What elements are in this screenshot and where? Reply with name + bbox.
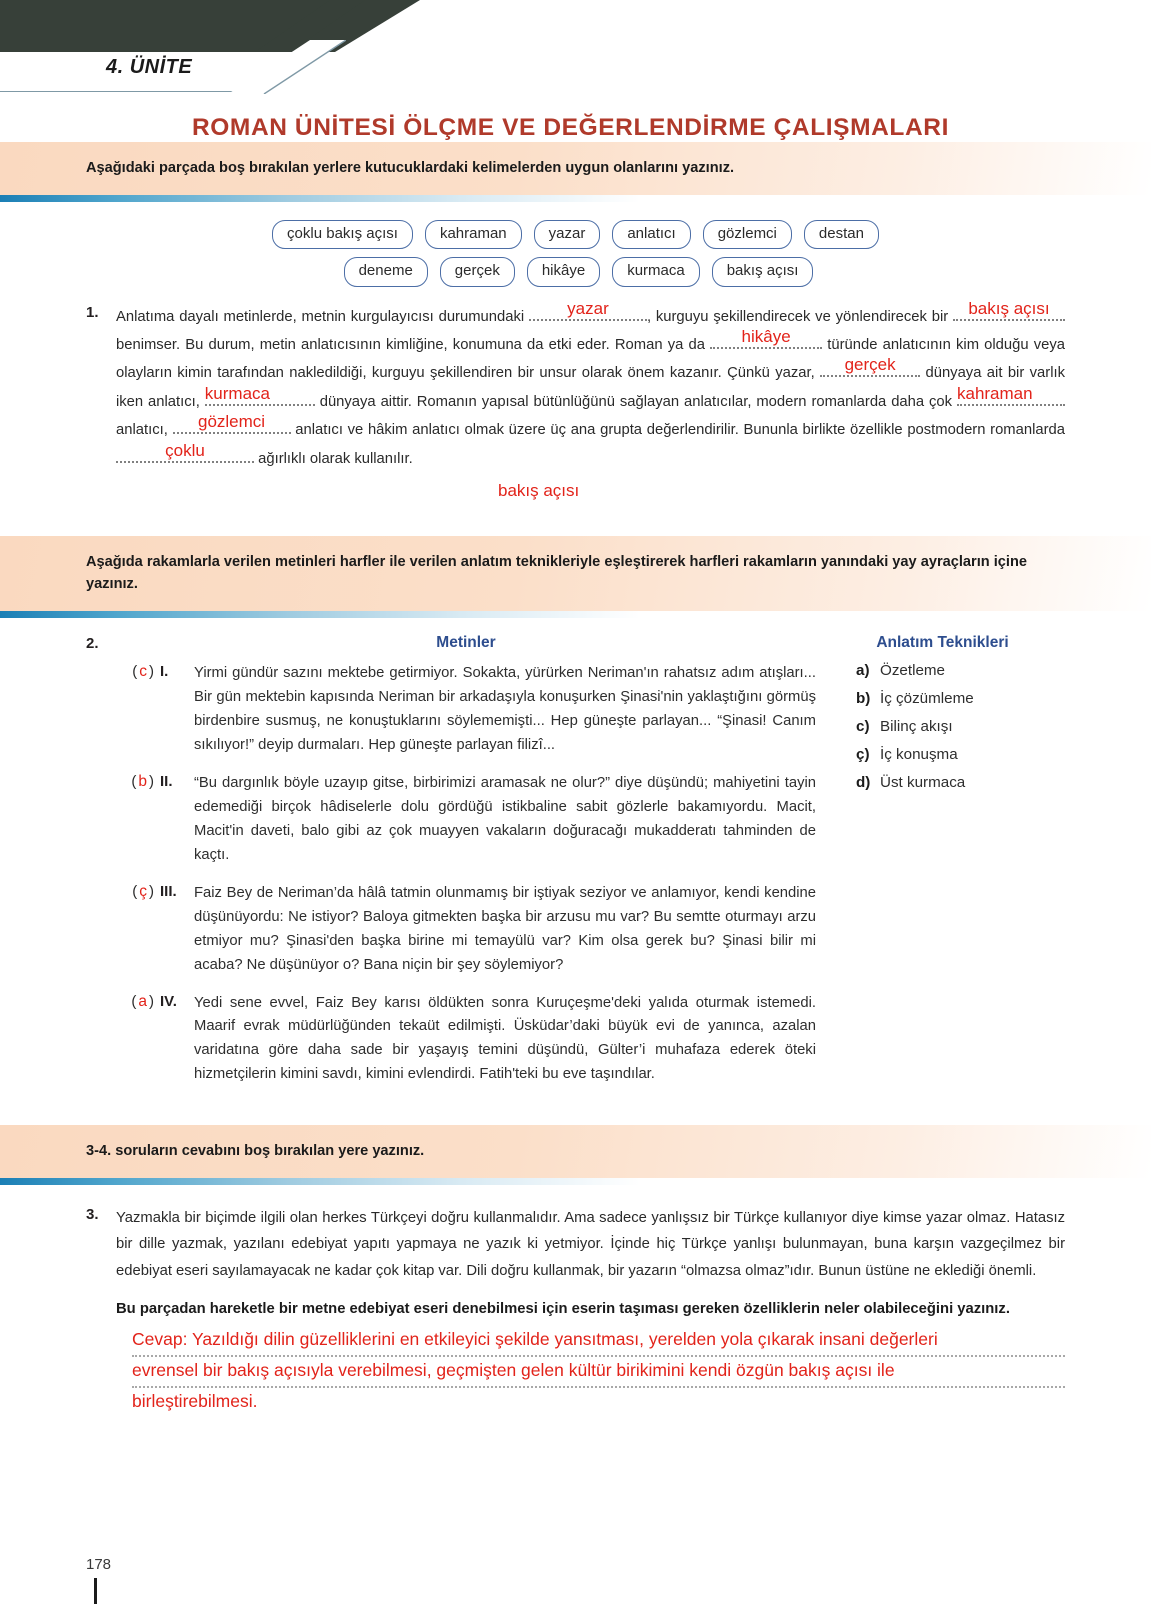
word-chip[interactable]: deneme	[344, 257, 428, 287]
footer-bar	[94, 1578, 97, 1604]
page-footer	[86, 1556, 111, 1604]
q1-text-segment: anlatıcı ve hâkim anlatıcı olmak üzere üç ana grupta değerlendirilir. Bununla birlikte özellikle postmodern romanlarda	[295, 422, 1065, 439]
word-chip[interactable]: kurmaca	[612, 257, 700, 287]
passage-text: Yirmi gündür sazını mektebe getirmiyor. Sokakta, yürürken Neriman'ın rahatsız adım atışları... Bir gün mektebin kapısında Neriman bir arkadaşıyla konuşurken Şinasi'nin yaklaştığını görmüş birdenbire susmuş, ne konuştuklarını söylememişti... Hep güneşte parlayan... “Şinasi! Canım sıkılıyor!” deyip durmaları. Hep güneşte parlayan filizî...	[194, 664, 816, 753]
q1-answer-5: kurmaca	[204, 383, 270, 403]
technique-item[interactable]	[838, 690, 1065, 707]
passage-text: Faiz Bey de Neriman’da hâlâ tatmin olunmamış bir iştiyak seziyor ve anlamıyor, kendi kendine düşünüyordu: Ne istiyor? Baloya gitmekten başka bir arzusu mu var? Bu semtte oturmayı arzu etmiyor mu? Şinasi'den başka birine mi temayülü var? Kim olsa gerek bu? Şinasi bilir mi acaba? Ne düşünüyor o? Bana niçin bir şey söylemiyor?	[194, 884, 816, 973]
question-2	[0, 634, 1151, 1102]
question-3-number: 3.	[86, 1206, 99, 1223]
question-3-answer[interactable]	[116, 1326, 1065, 1416]
texts-column	[116, 634, 816, 1102]
technique-label: İç konuşma	[880, 745, 958, 763]
word-bank-row-1	[0, 220, 1151, 250]
page-number: 178	[86, 1556, 112, 1573]
q1-text-segment: ağırlıklı olarak kullanılır.	[258, 450, 413, 467]
word-chip[interactable]: anlatıcı	[612, 220, 690, 250]
word-chip[interactable]: gerçek	[440, 257, 515, 287]
word-chip[interactable]: yazar	[534, 220, 601, 250]
passage-text: “Bu dargınlık böyle uzayıp gitse, birbirimizi aramasak ne olur?” diye düşündü; mahiyetini tayin edemediği birçok hâdiselerle dolu gördüğü istikbaline sabit gözlerle bakamıyordu. Macit, Macit'in daveti, balo gibi az çok muayyen vakaların doğuracağı mukadderatı tahminden de kaçtı.	[194, 774, 816, 863]
match-answer-letter: ç	[139, 882, 147, 900]
word-bank-row-2	[0, 257, 1151, 287]
technique-item[interactable]	[838, 774, 1065, 791]
techniques-column-header: Anlatım Teknikleri	[876, 633, 1009, 651]
match-row	[116, 662, 816, 758]
question-1-paragraph	[116, 298, 1066, 508]
match-answer-letter: c	[139, 662, 147, 680]
technique-label: Bilinç akışı	[880, 717, 953, 735]
roman-numeral: III.	[160, 882, 177, 900]
match-row	[116, 992, 816, 1088]
instruction-banner-3: 3-4. soruların cevabını boş bırakılan yere yazınız.	[0, 1125, 1151, 1178]
page-title: ROMAN ÜNİTESİ ÖLÇME VE DEĞERLENDİRME ÇALIŞMALARI	[191, 114, 949, 141]
answer-parenthesis[interactable]: ( c )	[132, 662, 154, 680]
answer-parenthesis[interactable]: ( ç )	[132, 882, 154, 900]
word-chip[interactable]: bakış açısı	[712, 257, 814, 287]
q1-text-segment: türünde anlatıcının kim olduğu veya olayların kimin tarafından nakledildiği, kurguyu şekillendiren bir unsur olarak önem kazanır. Çünkü yazar,	[116, 337, 1066, 382]
q1-blank-7[interactable]	[173, 412, 291, 434]
technique-item[interactable]	[838, 746, 1065, 763]
technique-label: Üst kurmaca	[880, 773, 966, 791]
technique-item[interactable]	[838, 718, 1065, 735]
q1-text-segment: dünyaya aittir. Romanın yapısal bütünlüğünü sağlayan anlatıcılar, modern romanlarda daha çok	[319, 393, 953, 410]
q1-text-segment: , kurguyu şekillendirecek ve yönlendirecek bir	[646, 308, 949, 325]
word-chip[interactable]: destan	[804, 220, 879, 250]
technique-letter: d)	[856, 773, 871, 791]
match-row	[116, 882, 816, 978]
word-chip[interactable]: çoklu bakış açısı	[272, 220, 413, 250]
question-3-passage: Yazmakla bir biçimde ilgili olan herkes Türkçeyi doğru kullanmalıdır. Ama sadece yanlışsız bir Türkçe kullanıyor diye kimse yazar olmaz. Hatasız bir dille yazmak, yazılanı edebiyat yapıtı yapmaya ne yazık ki yetmiyor. İçinde hiç Türkçe yanlışı bulunmayan, buna karşın vazgeçilmez bir edebiyat eseri sayılamayacak ne kadar çok kitap var. Dili doğru kullanmak, bir yazarın “olmazsa olmaz”ıdır. Bunun üstüne ne eklediği önemli.	[116, 1210, 1065, 1279]
q1-blank-1[interactable]	[529, 298, 647, 321]
technique-label: Özetleme	[880, 661, 945, 679]
technique-letter: a)	[856, 661, 870, 679]
technique-item[interactable]	[838, 662, 1065, 679]
match-answer-letter: b	[138, 772, 147, 790]
page-header	[0, 0, 1151, 98]
q1-answer-4: gerçek	[844, 355, 896, 375]
q1-blank-4[interactable]	[820, 355, 920, 377]
roman-numeral: IV.	[160, 992, 177, 1010]
word-chip[interactable]: kahraman	[425, 220, 522, 250]
answer-line: birleştirebilmesi.	[132, 1390, 258, 1411]
question-1-number: 1.	[86, 303, 99, 321]
question-2-number: 2.	[86, 634, 99, 652]
answer-parenthesis[interactable]: ( a )	[131, 992, 154, 1010]
q1-blank-2[interactable]	[953, 298, 1065, 321]
question-3-prompt: Bu parçadan hareketle bir metne edebiyat eseri denebilmesi için eserin taşıması gereken özelliklerin neler olabileceğini yazınız.	[116, 1300, 1010, 1317]
q1-blank-8[interactable]	[116, 440, 254, 463]
techniques-column	[816, 634, 1065, 1102]
q1-blank-3[interactable]	[710, 327, 822, 349]
technique-letter: c)	[856, 717, 870, 735]
answer-line: Cevap: Yazıldığı dilin güzelliklerini en etkileyici şekilde yansıtması, yerelden yola çıkarak insani değerleri	[132, 1326, 1065, 1357]
q1-text-segment: Anlatıma dayalı metinlerde, metnin kurgulayıcısı durumundaki	[116, 308, 525, 325]
header-dark-shape	[0, 0, 420, 52]
answer-parenthesis[interactable]: ( b )	[131, 772, 154, 790]
question-1	[0, 298, 1151, 508]
technique-letter: b)	[856, 689, 871, 707]
match-answer-letter: a	[138, 992, 147, 1010]
q1-text-segment: dünyaya ait bir varlık iken anlatıcı,	[116, 365, 1065, 410]
roman-numeral: I.	[160, 662, 169, 680]
q1-answer-7: gözlemci	[197, 412, 266, 432]
instruction-banner-2: Aşağıda rakamlarla verilen metinleri harfler ile verilen anlatım teknikleriyle eşleştirerek harfleri rakamların yanındaki yay ayraçların içine yazınız.	[0, 536, 1151, 611]
q1-answer-3: hikâye	[741, 327, 791, 347]
unit-label: 4. ÜNİTE	[106, 56, 193, 78]
q1-blank-6[interactable]	[956, 383, 1065, 406]
q1-blank-5[interactable]	[204, 383, 315, 406]
q1-answer-6: kahraman	[956, 383, 1033, 403]
answer-line: evrensel bir bakış açısıyla verebilmesi, geçmişten gelen kültür birikimini kendi özgün bakış açısı ile	[132, 1357, 1065, 1388]
question-3	[0, 1205, 1151, 1416]
word-bank	[0, 202, 1151, 297]
match-row	[116, 772, 816, 868]
q1-text-segment: benimser. Bu durum, metin anlatıcısının kimliğine, konumuna da etki eder. Roman ya da	[116, 337, 705, 354]
texts-column-header: Metinler	[436, 633, 496, 651]
technique-label: İç çözümleme	[880, 689, 974, 707]
q1-answer-1: yazar	[567, 298, 609, 318]
technique-letter: ç)	[856, 745, 870, 763]
passage-text: Yedi sene evvel, Faiz Bey karısı öldükten sonra Kuruçeşme'deki yalıda oturmak istemedi. Maarif evrak müdürlüğünden tekaüt edilmişti. Üsküdar’daki büyük evi de yanınca, azalan varidatına göre daha sade bir yaşayış temini düşündü, Gülter’i muhafaza ederek öteki hizmetçilerin kimini savdı, kimini evlendirdi. Fatih'teki bu eve taşındılar.	[194, 994, 816, 1083]
roman-numeral: II.	[160, 772, 173, 790]
q1-answer-8-line2: bakış açısı	[498, 481, 580, 501]
q1-answer-2: bakış açısı	[968, 298, 1050, 318]
q1-text-segment: anlatıcı,	[116, 422, 168, 439]
q1-answer-8: çoklu	[165, 440, 205, 460]
word-chip[interactable]: gözlemci	[703, 220, 792, 250]
word-chip[interactable]: hikâye	[527, 257, 600, 287]
instruction-banner-1: Aşağıdaki parçada boş bırakılan yerlere kutucuklardaki kelimelerden uygun olanlarını yazınız.	[0, 142, 1151, 195]
